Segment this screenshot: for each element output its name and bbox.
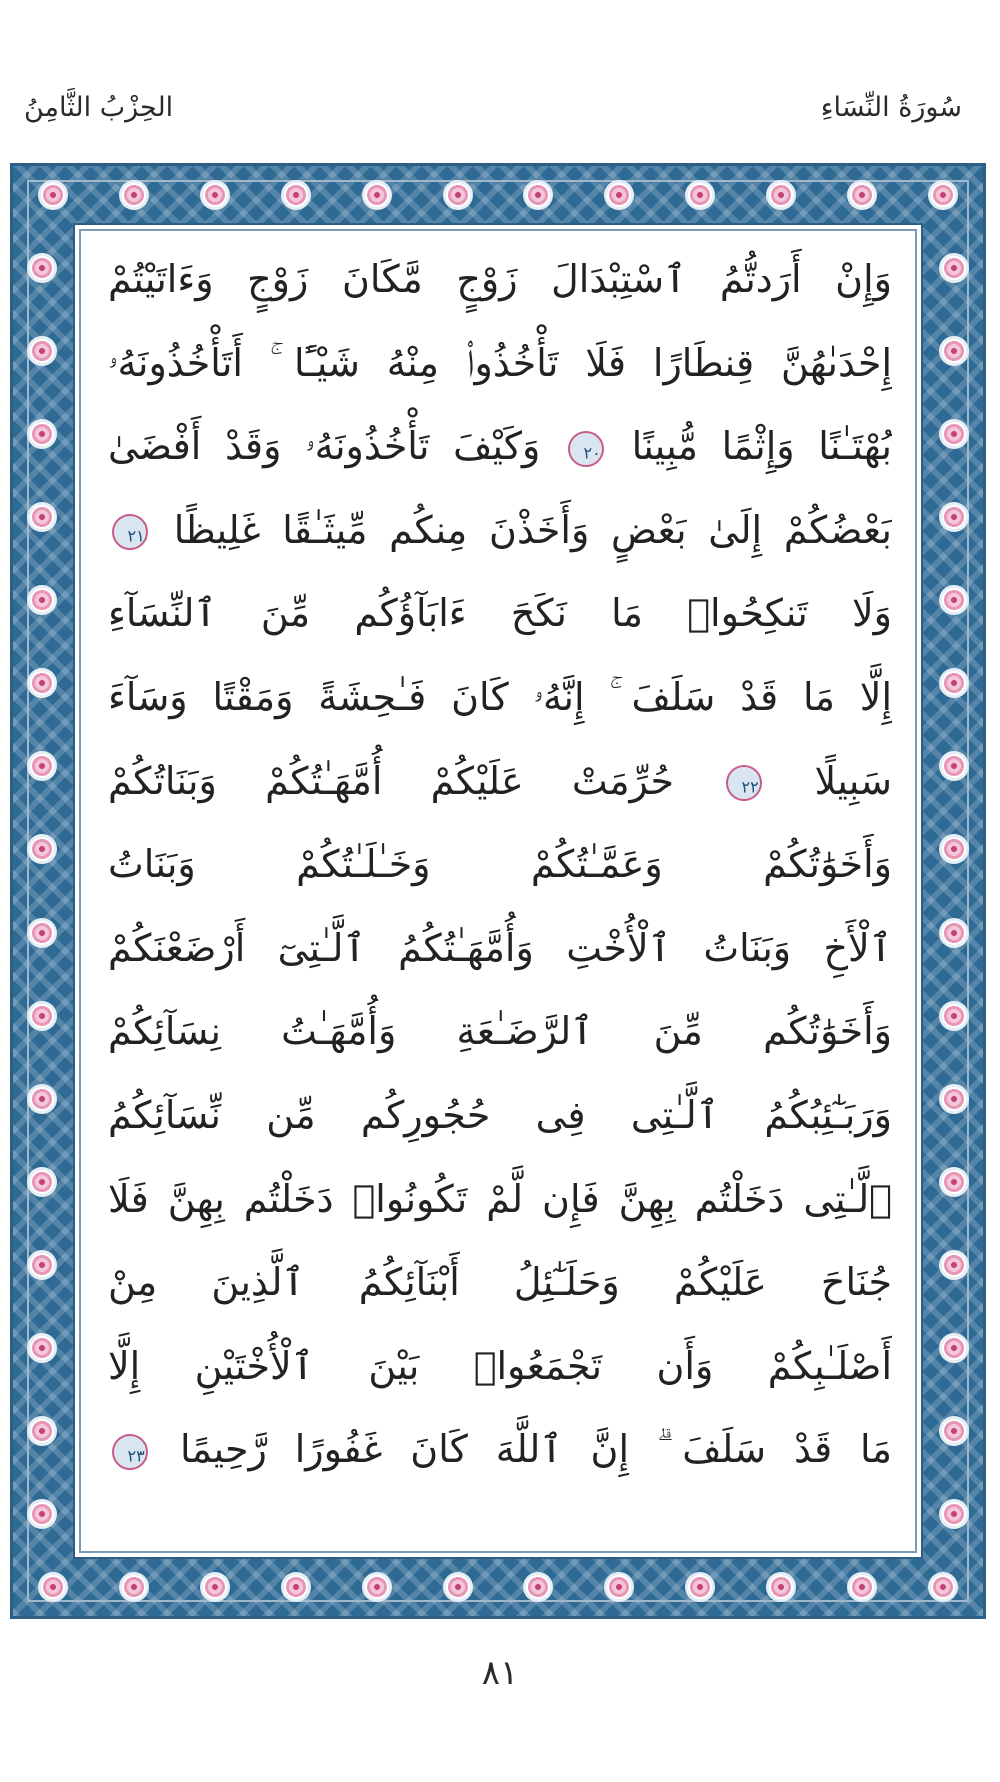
line-text: جُنَاحَ عَلَيْكُمْ وَحَلَـٰٓئِلُ أَبْنَآئِكُمُ ٱلَّذِينَ مِنْ — [108, 1260, 892, 1305]
rosette-ornament — [939, 502, 969, 532]
rosette-ornament — [604, 1572, 634, 1602]
rosette-ornament — [38, 180, 68, 210]
rosette-ornament — [443, 1572, 473, 1602]
rosette-ornament — [685, 180, 715, 210]
rosette-ornament — [939, 1250, 969, 1280]
rosette-ornament — [27, 1167, 57, 1197]
rosette-ornament — [939, 918, 969, 948]
ayah-number-marker — [108, 1426, 155, 1477]
rosette-ornament — [928, 1572, 958, 1602]
rosette-ornament — [939, 585, 969, 615]
text-line — [108, 1408, 892, 1492]
text-line — [108, 907, 892, 991]
rosette-ornament — [27, 1084, 57, 1114]
rosette-ornament — [27, 751, 57, 781]
rosette-ornament — [27, 253, 57, 283]
hizb-label: الحِزْبُ الثَّامِنُ — [24, 92, 174, 123]
line-text: وَرَبَـٰٓئِبُكُمُ ٱلَّـٰتِى فِى حُجُورِكُم مِّن نِّسَآئِكُمُ — [108, 1092, 892, 1137]
line-text: وَأَخَوَٰتُكُم مِّنَ ٱلرَّضَـٰعَةِ وَأُمَّهَـٰتُ نِسَآئِكُمْ — [108, 1009, 892, 1054]
rosette-ornament — [939, 751, 969, 781]
text-line — [108, 405, 892, 489]
rosette-ornament — [523, 180, 553, 210]
rosette-ornament — [281, 180, 311, 210]
rosette-ornament — [928, 180, 958, 210]
line-text: حُرِّمَتْ عَلَيْكُمْ أُمَّهَـٰتُكُمْ وَبَنَاتُكُمْ — [108, 758, 675, 803]
page-header — [20, 92, 980, 136]
ayah-number: ٢٢ — [741, 777, 759, 797]
rosette-ornament — [27, 1001, 57, 1031]
rosette-ornament — [847, 180, 877, 210]
ayah-number-marker — [561, 423, 612, 474]
rosette-ornament — [27, 502, 57, 532]
rosette-ornament — [27, 834, 57, 864]
rosette-ornament — [362, 1572, 392, 1602]
text-line — [108, 1074, 892, 1158]
text-line — [108, 823, 892, 907]
line-text: ٱلْأَخِ وَبَنَاتُ ٱلْأُخْتِ وَأُمَّهَـٰتُكُمُ ٱلَّـٰتِىٓ أَرْضَعْنَكُمْ — [108, 925, 892, 970]
rosette-ornament — [939, 834, 969, 864]
rosette-ornament — [443, 180, 473, 210]
line-text: وَأَخَوَٰتُكُمْ وَعَمَّـٰتُكُمْ وَخَـٰلَـٰتُكُمْ وَبَنَاتُ — [108, 842, 892, 887]
text-line — [108, 322, 892, 406]
rosette-ornament — [27, 1416, 57, 1446]
rosette-ornament — [766, 1572, 796, 1602]
line-text: مَا قَدْ سَلَفَ ۗ إِنَّ ٱللَّهَ كَانَ غَفُورًا رَّحِيمًا — [179, 1427, 892, 1472]
text-line — [108, 740, 892, 824]
rosette-ornament — [27, 1250, 57, 1280]
ayah-number: ٢٠ — [583, 443, 601, 463]
rosette-ornament — [939, 1416, 969, 1446]
rosette-ornament — [362, 180, 392, 210]
rosette-ornament — [119, 1572, 149, 1602]
quran-text — [108, 238, 892, 1492]
text-line — [108, 489, 892, 573]
rosette-ornament — [939, 1167, 969, 1197]
rosette-ornament — [604, 180, 634, 210]
rosette-ornament — [27, 336, 57, 366]
line-text: أَصْلَـٰبِكُمْ وَأَن تَجْمَعُوا۟ بَيْنَ ٱلْأُخْتَيْنِ إِلَّا — [108, 1343, 892, 1388]
rosette-ornament — [939, 336, 969, 366]
text-line — [108, 572, 892, 656]
rosette-ornament — [939, 419, 969, 449]
text-line — [108, 656, 892, 740]
line-text: ٱلَّـٰتِى دَخَلْتُم بِهِنَّ فَإِن لَّمْ تَكُونُوا۟ دَخَلْتُم بِهِنَّ فَلَا — [108, 1176, 892, 1221]
line-text: إِحْدَىٰهُنَّ قِنطَارًا فَلَا تَأْخُذُوا۟ مِنْهُ شَيْـًٔا ۚ أَتَأْخُذُونَهُۥ — [108, 340, 892, 385]
rosette-ornament — [939, 1499, 969, 1529]
frame-left-rosettes — [17, 226, 67, 1556]
rosette-ornament — [939, 1084, 969, 1114]
rosette-ornament — [939, 253, 969, 283]
text-line — [108, 1325, 892, 1409]
rosette-ornament — [523, 1572, 553, 1602]
rosette-ornament — [200, 180, 230, 210]
rosette-ornament — [281, 1572, 311, 1602]
rosette-ornament — [38, 1572, 68, 1602]
rosette-ornament — [685, 1572, 715, 1602]
rosette-ornament — [27, 1499, 57, 1529]
text-line — [108, 238, 892, 322]
surah-name: سُورَةُ النِّسَاءِ — [820, 92, 962, 123]
line-text: وَكَيْفَ تَأْخُذُونَهُۥ وَقَدْ أَفْضَىٰ — [108, 424, 541, 469]
rosette-ornament — [939, 1001, 969, 1031]
rosette-ornament — [27, 668, 57, 698]
rosette-ornament — [27, 918, 57, 948]
line-text: بُهْتَـٰنًا وَإِثْمًا مُّبِينًا — [631, 424, 892, 469]
ayah-number-marker — [719, 758, 770, 809]
ayah-number-marker — [108, 507, 155, 558]
rosette-ornament — [847, 1572, 877, 1602]
rosette-ornament — [27, 419, 57, 449]
text-line — [108, 1241, 892, 1325]
rosette-ornament — [939, 668, 969, 698]
page-number: ٨١ — [481, 1653, 519, 1693]
line-text: إِلَّا مَا قَدْ سَلَفَ ۚ إِنَّهُۥ كَانَ فَـٰحِشَةً وَمَقْتًا وَسَآءَ — [108, 674, 892, 719]
line-text: بَعْضُكُمْ إِلَىٰ بَعْضٍ وَأَخَذْنَ مِنكُم مِّيثَـٰقًا غَلِيظًا — [173, 507, 892, 552]
rosette-ornament — [200, 1572, 230, 1602]
line-text: سَبِيلًا — [814, 758, 892, 803]
line-text: وَلَا تَنكِحُوا۟ مَا نَكَحَ ءَابَآؤُكُم مِّنَ ٱلنِّسَآءِ — [108, 591, 892, 636]
rosette-ornament — [27, 1333, 57, 1363]
rosette-ornament — [27, 585, 57, 615]
frame-top-rosettes — [13, 170, 983, 220]
text-line — [108, 1158, 892, 1242]
frame-bottom-rosettes — [13, 1562, 983, 1612]
frame-right-rosettes — [929, 226, 979, 1556]
ayah-number: ٢١ — [127, 526, 145, 546]
rosette-ornament — [766, 180, 796, 210]
line-text: وَإِنْ أَرَدتُّمُ ٱسْتِبْدَالَ زَوْجٍ مَّكَانَ زَوْجٍ وَءَاتَيْتُمْ — [108, 257, 892, 301]
ayah-number: ٢٣ — [127, 1446, 145, 1466]
rosette-ornament — [119, 180, 149, 210]
rosette-ornament — [939, 1333, 969, 1363]
text-line — [108, 990, 892, 1074]
